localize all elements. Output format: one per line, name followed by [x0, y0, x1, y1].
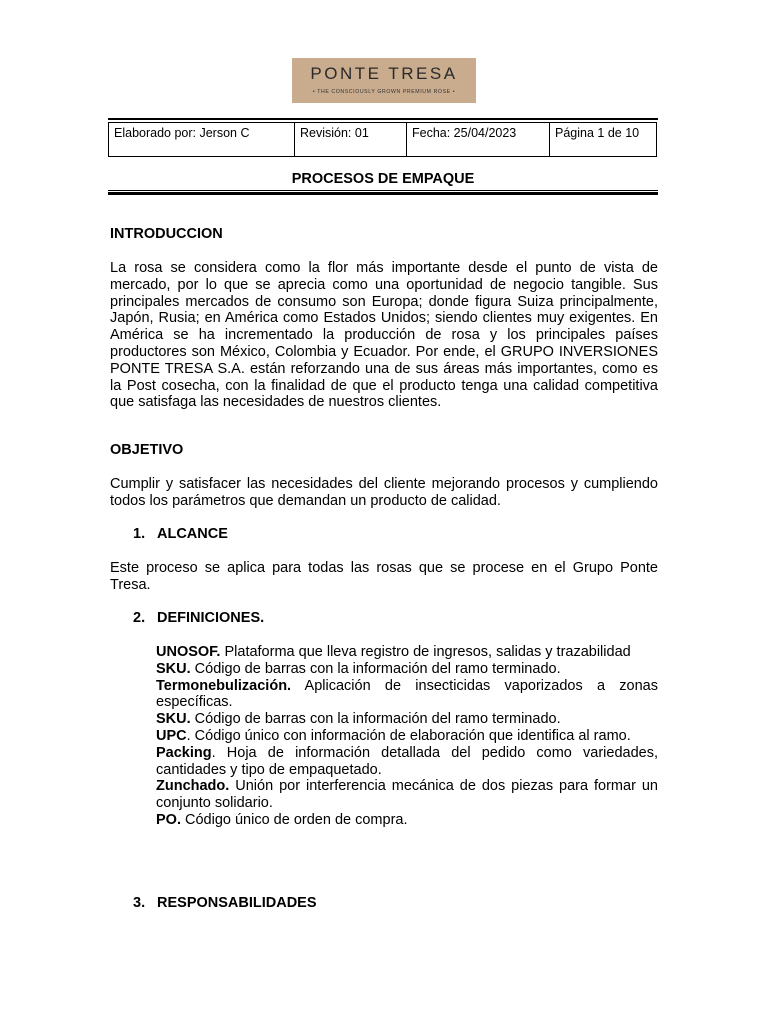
- responsabilidades-title: RESPONSABILIDADES: [157, 895, 317, 911]
- intro-heading: INTRODUCCION: [110, 226, 223, 242]
- definition-term: SKU.: [156, 660, 191, 677]
- header-fecha: Fecha: 25/04/2023: [407, 123, 550, 157]
- definition-item: [156, 644, 658, 661]
- definition-term: Packing: [156, 744, 212, 761]
- definition-desc: Plataforma que lleva registro de ingresos, salidas y trazabilidad: [220, 644, 631, 660]
- definition-item: [156, 745, 658, 779]
- definition-item: [156, 678, 658, 712]
- definiciones-title: DEFINICIONES.: [157, 610, 265, 626]
- definition-term: Termonebulización.: [156, 677, 292, 694]
- logo-tagline: • THE CONSCIOUSLY GROWN PREMIUM ROSE •: [312, 89, 456, 95]
- header-revision: Revisión: 01: [295, 123, 407, 157]
- alcance-number: 1.: [133, 526, 146, 542]
- definition-desc: Código de barras con la información del ramo terminado.: [190, 711, 561, 728]
- definition-item: [156, 728, 658, 745]
- definition-term: UNOSOF.: [156, 644, 221, 660]
- definition-term: Zunchado.: [156, 778, 230, 795]
- definition-desc: . Código único con información de elaboración que identifica al ramo.: [186, 727, 631, 744]
- definition-term: PO.: [156, 811, 181, 828]
- definition-desc: Código único de orden de compra.: [180, 811, 408, 828]
- ponte-tresa-logo: [292, 58, 476, 103]
- document-title: PROCESOS DE EMPAQUE: [291, 171, 475, 187]
- title-rule-thick: [108, 192, 658, 195]
- document-header-table: [108, 122, 657, 157]
- objetivo-text: Cumplir y satisfacer las necesidades del cliente mejorando procesos y cumpliendo todos los parámetros que demandan un producto de calidad.: [110, 476, 658, 509]
- definition-desc: Unión por interferencia mecánica de dos piezas para formar un conjunto solidario.: [156, 778, 658, 812]
- definition-item: [156, 711, 658, 728]
- definition-desc: Aplicación de insecticidas vaporizados a zonas específicas.: [156, 677, 658, 711]
- logo-brand: PONTE TRESA: [310, 64, 458, 83]
- header-top-rule: [108, 118, 658, 120]
- definiciones-number: 2.: [133, 610, 146, 626]
- header-pagina: Página 1 de 10: [550, 123, 657, 157]
- alcance-title: ALCANCE: [157, 526, 228, 542]
- definition-term: UPC: [156, 727, 187, 744]
- definition-desc: . Hoja de información detallada del pedido como variedades, cantidades y tipo de empaquetado.: [156, 744, 658, 778]
- responsabilidades-number: 3.: [133, 895, 146, 911]
- definitions-list: [156, 644, 658, 829]
- definition-term: SKU.: [156, 711, 191, 728]
- intro-text: La rosa se considera como la flor más importante desde el punto de vista de mercado, por lo que se aprecia como una oportunidad de negocio tangible. Sus principales mercados de consumo son Europa; donde figura Suiza principalmente, Japón, Rusia; en América como Estados Unidos; siendo clientes muy exigentes. En América se ha incrementado la producción de rosa y los principales países productores son México, Colombia y Ecuador. Por ende, el GRUPO INVERSIONES PONTE TRESA S.A. están reforzando una de sus áreas más importantes, como es la Post cosecha, con la finalidad de que el producto tenga una calidad competitiva que satisfaga las necesidades de nuestros clientes.: [110, 260, 658, 411]
- definition-desc: Código de barras con la información del ramo terminado.: [190, 660, 561, 677]
- title-rule: [108, 190, 658, 191]
- definition-item: [156, 778, 658, 812]
- definition-item: [156, 812, 658, 829]
- header-elaborado: Elaborado por: Jerson C: [109, 123, 295, 157]
- definition-item: [156, 661, 658, 678]
- objetivo-heading: OBJETIVO: [110, 442, 184, 458]
- alcance-text: Este proceso se aplica para todas las rosas que se procese en el Grupo Ponte Tresa.: [110, 560, 658, 593]
